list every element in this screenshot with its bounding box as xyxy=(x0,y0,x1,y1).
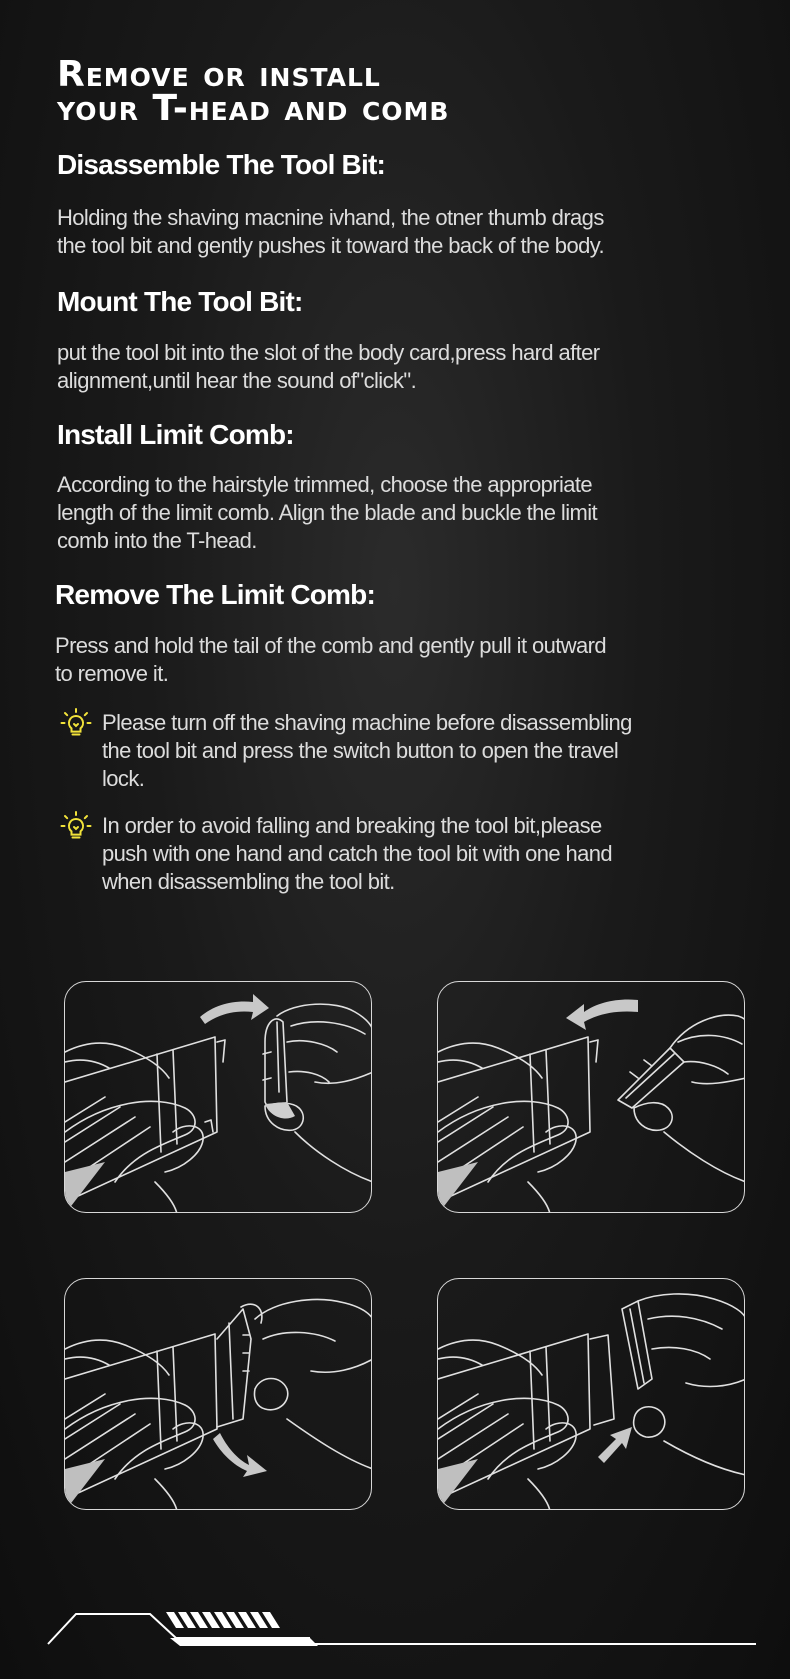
tip-line: push with one hand and catch the tool bit with one hand xyxy=(102,841,613,866)
tip-avoid-falling xyxy=(60,812,700,896)
section-body xyxy=(57,471,697,555)
tip-line: the tool bit and press the switch button to open the travel xyxy=(102,738,619,763)
body-line: According to the hairstyle trimmed, choose the appropriate xyxy=(57,472,593,497)
install-comb-illustration xyxy=(64,1278,372,1510)
body-line: alignment,until hear the sound of"click". xyxy=(57,368,417,393)
tip-line: Please turn off the shaving machine before disassembling xyxy=(102,710,632,735)
clipper-hand-drawing xyxy=(65,982,372,1213)
tip-text xyxy=(102,709,632,793)
arrow-left-icon xyxy=(566,1000,638,1031)
arrow-right-icon xyxy=(200,994,269,1024)
section-install-limit-comb xyxy=(57,418,697,555)
title-line-2: your T-head and comb xyxy=(57,88,450,130)
tip-turn-off-machine xyxy=(60,709,700,793)
clipper-hand-drawing xyxy=(65,1279,372,1510)
tip-line: In order to avoid falling and breaking the tool bit,please xyxy=(102,813,602,838)
section-mount-tool-bit xyxy=(57,285,697,395)
body-line: length of the limit comb. Align the blade and buckle the limit xyxy=(57,500,598,525)
arrow-down-right-icon xyxy=(213,1433,267,1477)
tip-line: when disassembling the tool bit. xyxy=(102,869,395,894)
arrow-up-right-icon xyxy=(598,1427,632,1463)
body-line: put the tool bit into the slot of the body card,press hard after xyxy=(57,340,600,365)
title-line-1: Remove or install xyxy=(57,54,381,96)
body-line: Press and hold the tail of the comb and gently pull it outward xyxy=(55,633,607,658)
body-line: Holding the shaving macnine ivhand, the otner thumb drags xyxy=(57,205,604,230)
section-heading: Install Limit Comb: xyxy=(57,419,294,450)
section-remove-limit-comb xyxy=(55,578,695,688)
clipper-hand-drawing xyxy=(438,982,745,1213)
section-disassemble-tool-bit xyxy=(57,148,697,260)
body-line: the tool bit and gently pushes it toward the back of the body. xyxy=(57,233,604,258)
section-body xyxy=(57,339,697,395)
footer-decoration xyxy=(0,1600,790,1660)
section-body xyxy=(55,632,695,688)
body-line: comb into the T-head. xyxy=(57,528,257,553)
tip-line: lock. xyxy=(102,766,145,791)
lightbulb-icon xyxy=(60,707,92,739)
section-heading: Mount The Tool Bit: xyxy=(57,286,303,317)
section-body xyxy=(57,204,697,260)
lightbulb-icon xyxy=(60,810,92,842)
remove-blade-illustration xyxy=(64,981,372,1213)
mount-blade-illustration xyxy=(437,981,745,1213)
page-title xyxy=(57,54,450,130)
tip-text xyxy=(102,812,612,896)
section-heading: Disassemble The Tool Bit: xyxy=(57,149,385,180)
section-heading: Remove The Limit Comb: xyxy=(55,579,375,610)
body-line: to remove it. xyxy=(55,661,169,686)
remove-comb-illustration xyxy=(437,1278,745,1510)
clipper-hand-drawing xyxy=(438,1279,745,1510)
